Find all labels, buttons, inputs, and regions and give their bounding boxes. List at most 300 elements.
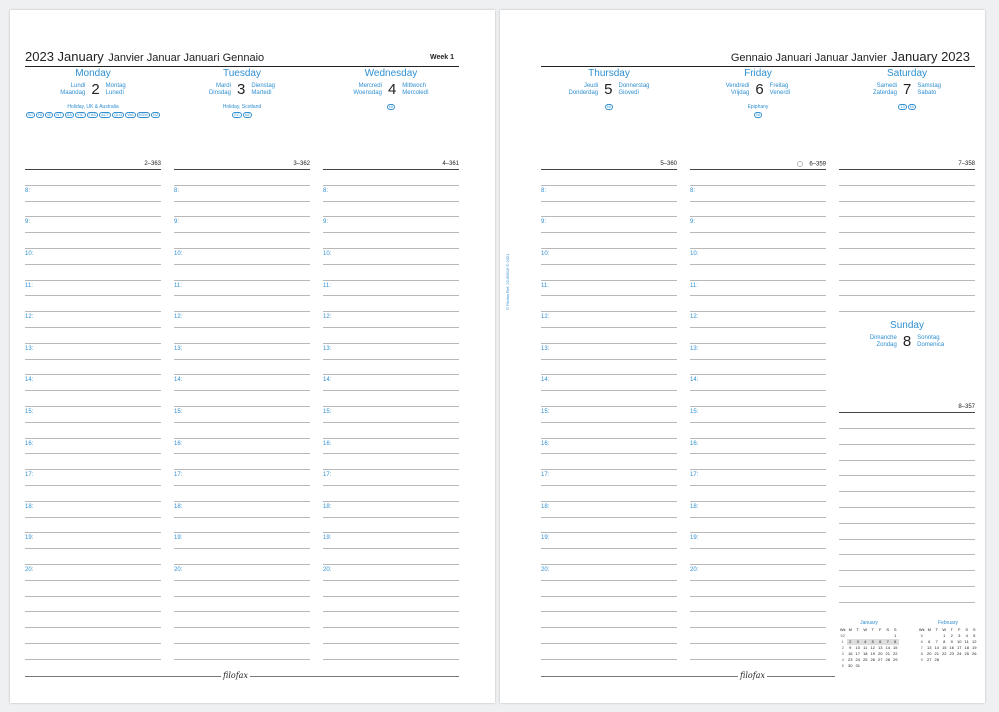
region-badges (688, 112, 828, 118)
writing-line[interactable] (690, 185, 826, 186)
calendar-date (869, 663, 877, 669)
writing-line[interactable] (839, 554, 975, 555)
day-name: Thursday (588, 68, 630, 79)
hour-label: 15: (174, 409, 183, 415)
writing-line[interactable] (541, 564, 677, 565)
writing-line[interactable] (25, 453, 161, 454)
writing-line[interactable] (25, 406, 161, 407)
day-name-translations-left (353, 83, 382, 97)
hour-label: 16: (323, 441, 332, 447)
writing-line[interactable] (541, 311, 677, 312)
weekday-header: W (863, 627, 868, 632)
week-number: 2 (841, 645, 844, 650)
writing-line[interactable] (25, 201, 161, 202)
calendar-date: 14 (885, 645, 890, 650)
writing-line[interactable] (174, 248, 310, 249)
writing-line[interactable] (323, 406, 459, 407)
writing-line[interactable] (541, 659, 677, 660)
right-footer-rule (541, 676, 835, 677)
writing-line[interactable] (541, 406, 677, 407)
week-number: 4 (841, 657, 844, 662)
writing-line[interactable] (174, 343, 310, 344)
hour-label: 10: (174, 251, 183, 257)
day-name-translations-right (251, 83, 275, 97)
writing-line[interactable] (174, 548, 310, 549)
day-name-translations-left (726, 83, 750, 97)
writing-line[interactable] (323, 374, 459, 375)
writing-line[interactable] (25, 422, 161, 423)
day-date-row (688, 81, 828, 98)
writing-line[interactable] (323, 185, 459, 186)
writing-line[interactable] (174, 501, 310, 502)
writing-line[interactable] (690, 548, 826, 549)
writing-line[interactable] (541, 390, 677, 391)
writing-line[interactable] (174, 311, 310, 312)
writing-line[interactable] (839, 216, 975, 217)
writing-line[interactable] (839, 201, 975, 202)
writing-line[interactable] (25, 232, 161, 233)
day-top-rule (323, 169, 459, 170)
writing-line[interactable] (174, 280, 310, 281)
hour-label: 19: (690, 535, 699, 541)
writing-line[interactable] (25, 517, 161, 518)
calendar-date: 3 (854, 639, 862, 645)
translation: Lundi (70, 82, 86, 89)
writing-line[interactable] (174, 627, 310, 628)
writing-line[interactable] (25, 485, 161, 486)
writing-line[interactable] (25, 659, 161, 660)
writing-line[interactable] (541, 580, 677, 581)
writing-line[interactable] (174, 580, 310, 581)
writing-line[interactable] (323, 295, 459, 296)
writing-line[interactable] (25, 580, 161, 581)
writing-line[interactable] (690, 596, 826, 597)
writing-line[interactable] (839, 507, 975, 508)
writing-line[interactable] (690, 327, 826, 328)
writing-line[interactable] (174, 643, 310, 644)
writing-line[interactable] (690, 643, 826, 644)
writing-line[interactable] (174, 453, 310, 454)
writing-line[interactable] (25, 501, 161, 502)
writing-line[interactable] (690, 390, 826, 391)
writing-line[interactable] (690, 359, 826, 360)
translation: Mittwoch (402, 82, 426, 89)
writing-line[interactable] (541, 501, 677, 502)
writing-line[interactable] (839, 311, 975, 312)
writing-line[interactable] (690, 438, 826, 439)
writing-line[interactable] (839, 491, 975, 492)
writing-line[interactable] (839, 185, 975, 186)
weekday-header: M (848, 627, 852, 632)
writing-line[interactable] (690, 264, 826, 265)
writing-line[interactable] (541, 438, 677, 439)
hour-label: 16: (541, 441, 550, 447)
hour-label: 18: (25, 504, 34, 510)
writing-line[interactable] (690, 469, 826, 470)
mini-calendar-grid (918, 627, 978, 663)
hour-label: 11: (323, 283, 331, 289)
calendar-date: 11 (863, 645, 868, 650)
writing-line[interactable] (541, 596, 677, 597)
writing-line[interactable] (174, 564, 310, 565)
writing-line[interactable] (323, 501, 459, 502)
left-day-column-2 (323, 157, 459, 667)
writing-line[interactable] (323, 422, 459, 423)
writing-line[interactable] (174, 469, 310, 470)
day-name-translations-right (917, 335, 944, 349)
translation: Zaterdag (872, 89, 897, 96)
calendar-date (884, 663, 892, 669)
writing-line[interactable] (25, 311, 161, 312)
day-name-translations-left (60, 83, 85, 97)
day-name-translations-left (209, 83, 231, 97)
writing-line[interactable] (690, 232, 826, 233)
translation: Donderdag (568, 89, 599, 96)
left-month-langs: Janvier Januar Januari Gennaio (108, 52, 265, 64)
writing-line[interactable] (25, 627, 161, 628)
right-day-header-1 (688, 68, 828, 118)
day-name: Saturday (886, 68, 928, 79)
writing-line[interactable] (690, 453, 826, 454)
writing-line[interactable] (690, 374, 826, 375)
hour-label: 16: (174, 441, 183, 447)
writing-line[interactable] (174, 659, 310, 660)
hour-label: 12: (174, 314, 183, 320)
writing-line[interactable] (174, 532, 310, 533)
week-number: 9 (920, 657, 923, 662)
writing-line[interactable] (690, 295, 826, 296)
writing-line[interactable] (25, 185, 161, 186)
calendar-date: 27 (878, 657, 883, 662)
hour-label: 18: (174, 504, 183, 510)
writing-line[interactable] (323, 343, 459, 344)
writing-line[interactable] (541, 359, 677, 360)
writing-line[interactable] (541, 343, 677, 344)
writing-line[interactable] (25, 359, 161, 360)
region-badge: NZ (152, 112, 159, 117)
writing-line[interactable] (25, 469, 161, 470)
calendar-date: 17 (957, 645, 962, 650)
writing-line[interactable] (174, 517, 310, 518)
hour-label: 14: (25, 377, 34, 383)
writing-line[interactable] (25, 438, 161, 439)
calendar-date: 20 (927, 651, 932, 656)
weekday-header: F (879, 627, 882, 632)
hour-label: 17: (174, 472, 183, 478)
writing-line[interactable] (25, 390, 161, 391)
writing-line[interactable] (174, 264, 310, 265)
writing-line[interactable] (839, 232, 975, 233)
day-top-rule (839, 169, 975, 170)
weekday-header: Wk (918, 627, 925, 632)
hour-label: 15: (323, 409, 332, 415)
writing-line[interactable] (174, 295, 310, 296)
writing-line[interactable] (839, 428, 975, 429)
writing-line[interactable] (839, 460, 975, 461)
writing-line[interactable] (839, 444, 975, 445)
day-top-rule (174, 169, 310, 170)
writing-line[interactable] (174, 596, 310, 597)
writing-line[interactable] (323, 264, 459, 265)
translation: Samedi (876, 82, 897, 89)
writing-line[interactable] (174, 485, 310, 486)
writing-line[interactable] (323, 469, 459, 470)
writing-line[interactable] (174, 438, 310, 439)
writing-line[interactable] (839, 475, 975, 476)
hour-label: 9: (541, 219, 547, 225)
writing-line[interactable] (323, 438, 459, 439)
writing-line[interactable] (25, 343, 161, 344)
writing-line[interactable] (174, 201, 310, 202)
writing-line[interactable] (541, 485, 677, 486)
writing-line[interactable] (839, 264, 975, 265)
writing-line[interactable] (323, 659, 459, 660)
writing-line[interactable] (690, 611, 826, 612)
writing-line[interactable] (174, 390, 310, 391)
writing-line[interactable] (541, 453, 677, 454)
writing-line[interactable] (174, 374, 310, 375)
writing-line[interactable] (541, 185, 677, 186)
writing-line[interactable] (25, 374, 161, 375)
hour-label: 8: (174, 188, 180, 194)
writing-line[interactable] (174, 216, 310, 217)
writing-line[interactable] (839, 586, 975, 587)
writing-line[interactable] (323, 216, 459, 217)
day-number: 8 (902, 333, 912, 350)
writing-line[interactable] (174, 611, 310, 612)
writing-line[interactable] (323, 532, 459, 533)
writing-line[interactable] (323, 311, 459, 312)
right-day-header-sunday (837, 320, 977, 350)
brand-logo-left: filofax (223, 671, 248, 680)
writing-line[interactable] (323, 564, 459, 565)
writing-line[interactable] (174, 359, 310, 360)
writing-line[interactable] (690, 201, 826, 202)
writing-line[interactable] (690, 311, 826, 312)
day-name-translations-right (619, 83, 650, 97)
day-count: 8–357 (958, 404, 975, 410)
writing-line[interactable] (323, 643, 459, 644)
writing-line[interactable] (25, 248, 161, 249)
weekday-header: S (886, 627, 890, 632)
writing-line[interactable] (690, 406, 826, 407)
calendar-date: 21 (934, 651, 939, 656)
writing-line[interactable] (541, 280, 677, 281)
writing-line[interactable] (323, 580, 459, 581)
writing-line[interactable] (541, 232, 677, 233)
right-day-column-2 (839, 157, 975, 317)
hour-label: 20: (541, 567, 550, 573)
region-badge: SC (27, 112, 34, 117)
calendar-date: 18 (863, 651, 868, 656)
calendar-date: 25 (964, 651, 969, 656)
writing-line[interactable] (541, 248, 677, 249)
calendar-date: 5 (973, 633, 976, 638)
calendar-date (941, 657, 949, 663)
left-year-month: 2023 January (25, 49, 104, 64)
writing-line[interactable] (323, 359, 459, 360)
writing-line[interactable] (323, 485, 459, 486)
right-header (731, 48, 970, 66)
writing-line[interactable] (541, 422, 677, 423)
calendar-date: 5 (869, 639, 877, 645)
writing-line[interactable] (541, 201, 677, 202)
weekday-header: M (927, 627, 931, 632)
writing-line[interactable] (690, 532, 826, 533)
writing-line[interactable] (323, 201, 459, 202)
weekday-header: Wk (839, 627, 846, 632)
holiday-note: Holiday, Scotland (222, 104, 262, 110)
calendar-date: 9 (849, 645, 852, 650)
day-count: 4–361 (442, 161, 459, 167)
writing-line[interactable] (690, 216, 826, 217)
left-day-header-1 (172, 68, 312, 118)
writing-line[interactable] (839, 248, 975, 249)
writing-line[interactable] (541, 548, 677, 549)
writing-line[interactable] (25, 548, 161, 549)
calendar-date: 7 (884, 639, 892, 645)
writing-line[interactable] (323, 280, 459, 281)
week-number: 3 (841, 651, 844, 656)
calendar-date: 15 (893, 645, 898, 650)
hour-label: 20: (25, 567, 34, 573)
mini-calendar-grid (839, 627, 899, 669)
week-number: 5 (920, 633, 923, 638)
day-count: 2–363 (144, 161, 161, 167)
calendar-date: 26 (972, 651, 977, 656)
translation: Mercoledì (402, 89, 429, 96)
day-top-rule (839, 412, 975, 413)
writing-line[interactable] (541, 374, 677, 375)
mini-calendar-february (918, 620, 978, 663)
day-count: 3–362 (293, 161, 310, 167)
writing-line[interactable] (323, 248, 459, 249)
writing-line[interactable] (690, 248, 826, 249)
writing-line[interactable] (323, 453, 459, 454)
hour-label: 20: (690, 567, 699, 573)
hour-label: 14: (690, 377, 699, 383)
writing-line[interactable] (541, 611, 677, 612)
writing-line[interactable] (839, 602, 975, 603)
writing-line[interactable] (25, 280, 161, 281)
mini-calendar-title: January (860, 620, 878, 626)
writing-line[interactable] (323, 390, 459, 391)
day-name-translations-right (917, 83, 941, 97)
writing-line[interactable] (174, 406, 310, 407)
day-name-translations-right (770, 83, 791, 97)
writing-line[interactable] (839, 539, 975, 540)
writing-line[interactable] (541, 627, 677, 628)
writing-line[interactable] (25, 611, 161, 612)
writing-line[interactable] (323, 611, 459, 612)
writing-line[interactable] (541, 517, 677, 518)
writing-line[interactable] (690, 517, 826, 518)
day-name: Sunday (890, 320, 924, 331)
writing-line[interactable] (690, 501, 826, 502)
calendar-date: 8 (943, 639, 946, 644)
hour-label: 8: (323, 188, 329, 194)
writing-line[interactable] (541, 469, 677, 470)
writing-line[interactable] (25, 643, 161, 644)
writing-line[interactable] (25, 216, 161, 217)
week-number: 5 (841, 663, 844, 668)
writing-line[interactable] (839, 523, 975, 524)
week-label: Week 1 (430, 54, 454, 61)
left-day-column-1 (174, 157, 310, 667)
writing-line[interactable] (690, 627, 826, 628)
weekday-header: S (965, 627, 969, 632)
writing-line[interactable] (25, 295, 161, 296)
week-number: 52 (840, 633, 845, 638)
hour-label: 18: (541, 504, 550, 510)
day-name: Wednesday (364, 68, 418, 79)
calendar-date: 24 (855, 657, 860, 662)
translation: Dimanche (869, 334, 897, 341)
writing-line[interactable] (25, 564, 161, 565)
writing-line[interactable] (541, 643, 677, 644)
writing-line[interactable] (839, 295, 975, 296)
translation: Mercredi (358, 82, 382, 89)
writing-line[interactable] (323, 327, 459, 328)
hour-label: 12: (25, 314, 34, 320)
writing-line[interactable] (174, 422, 310, 423)
writing-line[interactable] (323, 517, 459, 518)
writing-line[interactable] (839, 570, 975, 571)
hour-label: 19: (323, 535, 332, 541)
calendar-date: 13 (878, 645, 883, 650)
writing-line[interactable] (174, 232, 310, 233)
writing-line[interactable] (323, 627, 459, 628)
writing-line[interactable] (541, 216, 677, 217)
writing-line[interactable] (541, 327, 677, 328)
writing-line[interactable] (690, 422, 826, 423)
writing-line[interactable] (690, 564, 826, 565)
writing-line[interactable] (690, 659, 826, 660)
writing-line[interactable] (174, 185, 310, 186)
writing-line[interactable] (25, 596, 161, 597)
region-badge: NI (756, 112, 760, 117)
writing-line[interactable] (541, 264, 677, 265)
writing-line[interactable] (323, 548, 459, 549)
publisher-note: © Filofax Ref. 22-68516 © 2021 (505, 253, 510, 310)
writing-line[interactable] (541, 532, 677, 533)
writing-line[interactable] (174, 327, 310, 328)
hour-label: 12: (323, 314, 332, 320)
day-name-translations-right (402, 83, 428, 97)
translation: Woensdag (353, 89, 382, 96)
calendar-date: 19 (972, 645, 977, 650)
writing-line[interactable] (25, 327, 161, 328)
writing-line[interactable] (25, 532, 161, 533)
writing-line[interactable] (690, 280, 826, 281)
hour-label: 19: (541, 535, 550, 541)
writing-line[interactable] (690, 343, 826, 344)
calendar-date: 30 (848, 663, 853, 668)
writing-line[interactable] (323, 596, 459, 597)
calendar-date: 7 (935, 639, 938, 644)
writing-line[interactable] (323, 232, 459, 233)
writing-line[interactable] (690, 485, 826, 486)
calendar-date: 20 (878, 651, 883, 656)
writing-line[interactable] (690, 580, 826, 581)
hour-label: 17: (541, 472, 550, 478)
region-badges (539, 104, 679, 110)
writing-line[interactable] (541, 295, 677, 296)
writing-line[interactable] (839, 280, 975, 281)
translation: Freitag (769, 82, 789, 89)
calendar-date: 12 (870, 645, 875, 650)
writing-line[interactable] (25, 264, 161, 265)
